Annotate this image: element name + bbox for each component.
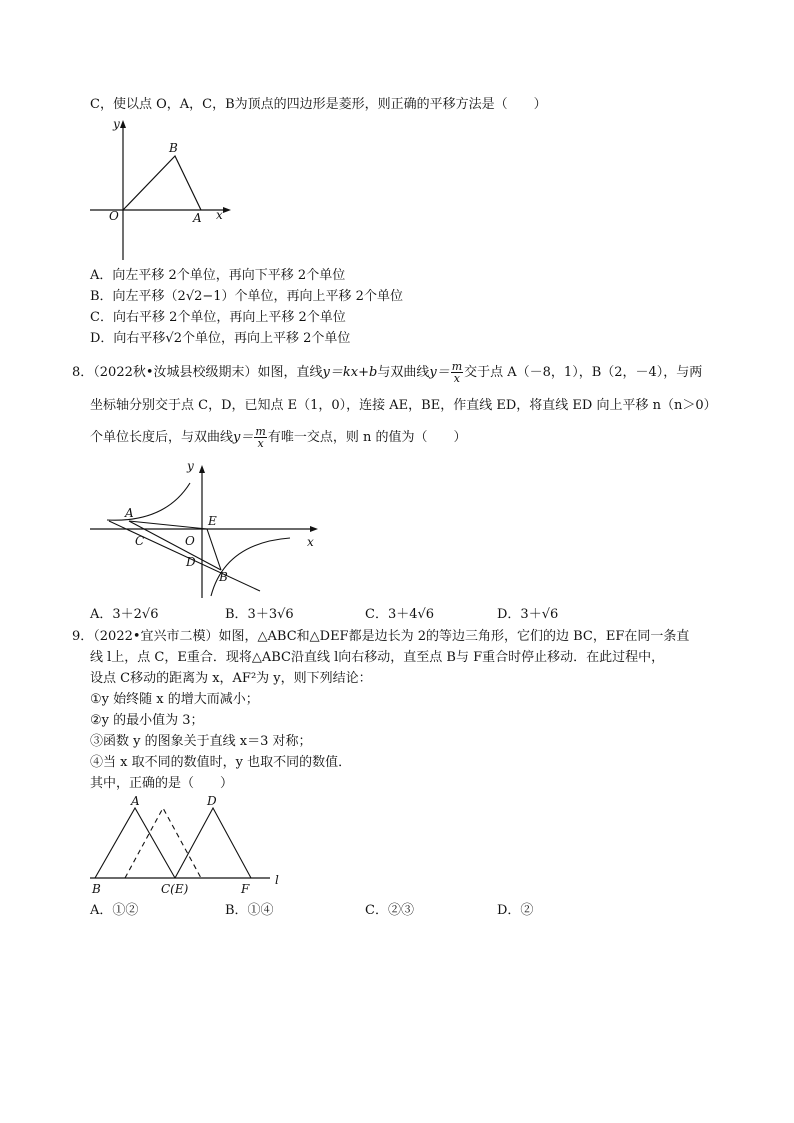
q9-option-d[interactable]: D．②: [497, 903, 534, 918]
q9-statement-2: ②y 的最小值为 3；: [90, 713, 204, 728]
q9-option-a[interactable]: A．①②: [90, 903, 139, 918]
q9-label-b: B: [92, 882, 101, 896]
q9-label-a: A: [131, 794, 140, 808]
q8-label-a: A: [125, 506, 134, 520]
q9-figure: [85, 792, 295, 897]
q8-stem-line3: 个单位长度后，与双曲线y＝ $\frac{m}{x}$ 有唯一交点，则 n 的值为（ ）: [90, 425, 467, 450]
q8-option-d[interactable]: D．3＋√6: [497, 607, 559, 622]
q9-question-ask: 其中，正确的是（ ）: [90, 776, 234, 791]
q9-statement-4: ④当 x 取不同的数值时，y 也取不同的数值．: [90, 755, 352, 770]
q8-label-y: y: [187, 459, 194, 473]
q7-option-a[interactable]: A．向左平移 2个单位，再向下平移 2个单位: [90, 268, 346, 283]
q8-label-o: O: [185, 534, 195, 548]
q7-label-a: A: [193, 211, 202, 225]
q7-label-o: O: [109, 209, 119, 223]
q8-label-b: B: [219, 570, 228, 584]
q9-stem-line1: 9．（2022•宜兴市二模）如图，△ABC和△DEF都是边长为 2的等边三角形，它们的边 BC，EF在同一条直: [72, 629, 690, 644]
q7-option-d[interactable]: D．向右平移√2个单位，再向上平移 2个单位: [90, 331, 351, 346]
q9-label-f: F: [241, 882, 250, 896]
q8-stem-line2: 坐标轴分别交于点 C，D，已知点 E（1，0），连接 AE，BE，作直线 ED，将直线 ED 向上平移 n（n＞0）: [90, 398, 717, 413]
q7-option-c[interactable]: C．向右平移 2个单位，再向上平移 2个单位: [90, 310, 346, 325]
q9-stem-line3: 设点 C移动的距离为 x，AF²为 y，则下列结论：: [90, 671, 372, 686]
q8-stem-line1: 8．（2022秋•汝城县校级期末）如图，直线y＝kx+b与双曲线y＝ $\frac{m}{x}$ 交于点 A（－8，1），B（2，－4），与两: [72, 360, 703, 385]
q9-statement-1: ①y 始终随 x 的增大而减小；: [90, 692, 259, 707]
q9-option-b[interactable]: B．①④: [225, 903, 274, 918]
q7-figure: [85, 110, 235, 270]
q9-stem-line2: 线 l上，点 C，E重合．现将△ABC沿直线 l向右移动，直至点 B与 F重合时停止移动．在此过程中，: [90, 650, 665, 665]
q9-label-l: l: [275, 873, 279, 887]
q9-option-c[interactable]: C．②③: [365, 903, 414, 918]
q9-statement-3: ③函数 y 的图象关于直线 x＝3 对称；: [90, 734, 312, 749]
q8-label-e: E: [208, 514, 217, 528]
q9-label-d: D: [207, 794, 217, 808]
q7-label-x: x: [216, 208, 223, 222]
q8-option-c[interactable]: C．3＋4√6: [365, 607, 435, 622]
q8-option-a[interactable]: A．3＋2√6: [90, 607, 159, 622]
q8-fraction-1: $\frac{m}{x}$: [451, 360, 463, 385]
q8-label-x: x: [307, 535, 314, 549]
q8-option-b[interactable]: B．3＋3√6: [225, 607, 294, 622]
q7-option-b[interactable]: B．向左平移（2√2−1）个单位，再向上平移 2个单位: [90, 289, 403, 304]
q7-label-b: B: [169, 141, 178, 155]
q7-label-y: y: [113, 117, 120, 131]
q8-label-d: D: [186, 555, 196, 569]
q7-stem: C，使以点 O，A，C，B为顶点的四边形是菱形，则正确的平移方法是（ ）: [90, 97, 547, 112]
q8-figure: [85, 458, 325, 603]
q8-fraction-2: $\frac{m}{x}$: [255, 425, 266, 450]
q9-label-ce: C(E): [161, 882, 189, 896]
q8-label-c: C: [135, 534, 145, 548]
